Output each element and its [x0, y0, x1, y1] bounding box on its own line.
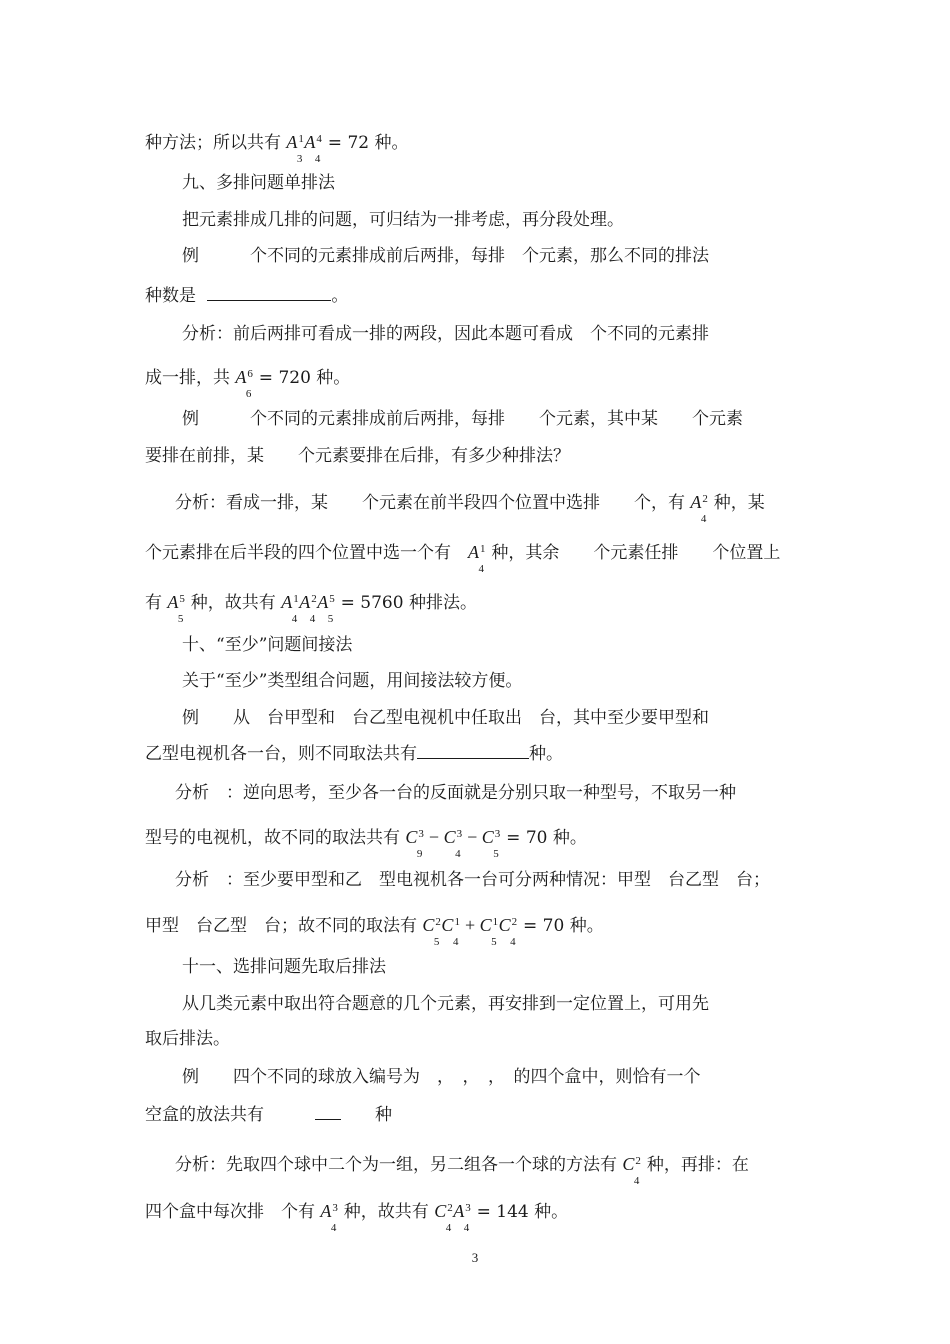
text-line	[145, 128, 409, 170]
answer-blank	[417, 744, 529, 759]
text-line: 甲型 台乙型 台；故不同的取法有 $C^2_5C^1_4 + C^1_5C^2_4 = 70$ 种。	[145, 915, 604, 948]
section-heading: 九、多排问题单排法	[182, 173, 335, 193]
math-expression: $A^1_3A^4_4$	[286, 132, 322, 165]
analysis-line: 分析：前后两排可看成一排的两段，因此本题可看成 个不同的元素排	[182, 324, 709, 344]
math-expression: $C^2_4A^3_4$	[434, 1201, 471, 1234]
math-expression: $C^2_5C^1_4 + C^1_5C^2_4$	[422, 915, 518, 948]
section-heading: 十、“至少”问题间接法	[182, 635, 353, 655]
text-line: 从几类元素中取出符合题意的几个元素，再安排到一定位置上，可用先	[182, 994, 709, 1014]
line-text: 种方法；所以共有	[145, 133, 287, 153]
example-line: 例 个不同的元素排成前后两排，每排 个元素，那么不同的排法	[182, 246, 709, 266]
math-expression: $A^6_6$	[235, 367, 253, 400]
text-line: 乙型电视机各一台，则不同取法共有 种。	[145, 744, 563, 764]
math-expression: $C^2_4$	[622, 1154, 641, 1187]
example-line: 例 四个不同的球放入编号为 ， ， ， 的四个盒中，则恰有一个	[182, 1067, 701, 1087]
analysis-line: 分析 ：至少要甲型和乙 型电视机各一台可分两种情况：甲型 台乙型 台；	[175, 870, 770, 890]
math-expression: $A^2_4$	[690, 492, 708, 525]
page-number: 3	[471, 1250, 479, 1265]
math-expression: $A^5_5$	[167, 592, 185, 625]
math-expression: $A^1_4$	[468, 542, 486, 575]
math-expression: $A^3_4$	[320, 1201, 338, 1234]
text-line: 空盒的放法共有 种	[145, 1105, 392, 1125]
example-line: 例 从 台甲型和 台乙型电视机中任取出 台，其中至少要甲型和	[182, 708, 709, 728]
text-line: 有 $A^5_5$ 种，故共有 $A^1_4A^2_4A^5_5 = 5760$ 种排法。	[145, 592, 477, 625]
text-line: 取后排法。	[145, 1029, 230, 1049]
analysis-line: 分析 ：逆向思考，至少各一台的反面就是分别只取一种型号，不取另一种	[175, 783, 736, 803]
text-line: 种数是 。	[145, 286, 349, 306]
text-line: 四个盒中每次排 个有 $A^3_4$ 种，故共有 $C^2_4A^3_4 = 144$ 种。	[145, 1201, 569, 1234]
example-line: 例 个不同的元素排成前后两排，每排 个元素，其中某 个元素	[182, 409, 743, 429]
analysis-line: 分析：看成一排，某 个元素在前半段四个位置中选排 个，有 $A^2_4$ 种，某	[175, 492, 765, 525]
section-heading: 十一、选排问题先取后排法	[182, 957, 386, 977]
text-line: 个元素排在后半段的四个位置中选一个有 $A^1_4$ 种，其余 个元素任排 个位置上	[145, 542, 781, 575]
analysis-line: 分析：先取四个球中二个为一组，另二组各一个球的方法有 $C^2_4$ 种，再排：在	[175, 1154, 749, 1187]
text-line: 把元素排成几排的问题，可归结为一排考虑，再分段处理。	[182, 210, 624, 230]
text-line: 要排在前排，某 个元素要排在后排，有多少种排法？	[145, 446, 570, 466]
answer-blank	[315, 1105, 341, 1120]
text-line: 型号的电视机，故不同的取法共有 $C^3_9 - C^3_4 - C^3_5 = 70$ 种。	[145, 827, 587, 860]
math-expression: $A^1_4A^2_4A^5_5$	[281, 592, 335, 625]
answer-blank	[207, 286, 331, 301]
line-text: = 72 种。	[322, 133, 409, 153]
text-line: 关于“至少”类型组合问题，用间接法较方便。	[182, 671, 523, 691]
text-line: 成一排，共 $A^6_6 = 720$ 种。	[145, 367, 351, 400]
math-expression: $C^3_9 - C^3_4 - C^3_5$	[405, 827, 501, 860]
